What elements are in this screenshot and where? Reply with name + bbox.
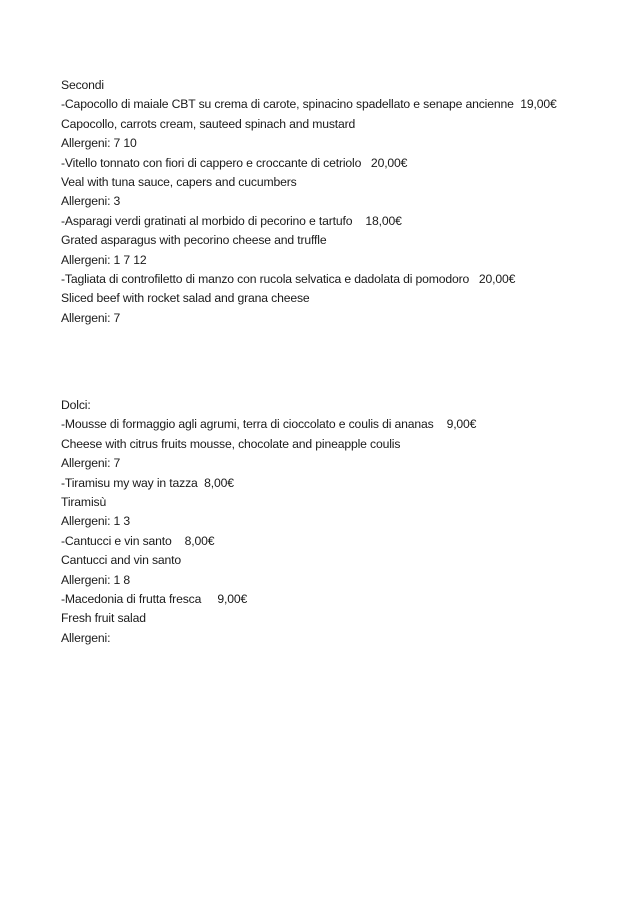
dish-allergens: Allergeni: 1 8 (61, 572, 131, 587)
dish-name-price: -Tagliata di controfiletto di manzo con rucola selvatica e dadolata di pomodoro 20,00€ (61, 271, 516, 286)
section-secondi (61, 76, 557, 328)
dish-allergens: Allergeni: 7 (61, 456, 121, 471)
section-title: Secondi (61, 78, 104, 92)
dish-translation: Veal with tuna sauce, capers and cucumbers (61, 174, 297, 189)
section-dolci (61, 396, 476, 648)
dish-allergens: Allergeni: 1 3 (61, 514, 131, 529)
dish-translation: Fresh fruit salad (61, 611, 146, 626)
dish-translation: Sliced beef with rocket salad and grana cheese (61, 291, 310, 306)
dish-name-price: -Macedonia di frutta fresca 9,00€ (61, 591, 248, 606)
dish-translation: Cheese with citrus fruits mousse, chocolate and pineapple coulis (61, 436, 401, 451)
dish-allergens: Allergeni: 7 (61, 310, 121, 325)
dish-translation: Grated asparagus with pecorino cheese and truffle (61, 233, 327, 248)
dish-name-price: -Asparagi verdi gratinati al morbido di pecorino e tartufo 18,00€ (61, 213, 402, 228)
dish-name-price: -Mousse di formaggio agli agrumi, terra di cioccolato e coulis di ananas 9,00€ (61, 417, 477, 432)
dish-allergens: Allergeni: (61, 630, 111, 645)
dish-translation: Tiramisù (61, 494, 107, 509)
dish-allergens: Allergeni: 1 7 12 (61, 252, 147, 267)
dish-name-price: -Capocollo di maiale CBT su crema di carote, spinacino spadellato e senape ancienne 19,00€ (61, 97, 557, 112)
dish-allergens: Allergeni: 3 (61, 194, 121, 209)
dish-name-price: -Vitello tonnato con fiori di cappero e croccante di cetriolo 20,00€ (61, 155, 408, 170)
dish-allergens: Allergeni: 7 10 (61, 136, 137, 151)
dish-name-price: -Tiramisu my way in tazza 8,00€ (61, 475, 234, 490)
dish-translation: Cantucci and vin santo (61, 553, 182, 568)
section-title: Dolci: (61, 398, 91, 412)
dish-name-price: -Cantucci e vin santo 8,00€ (61, 533, 215, 548)
dish-translation: Capocollo, carrots cream, sauteed spinach and mustard (61, 116, 356, 131)
